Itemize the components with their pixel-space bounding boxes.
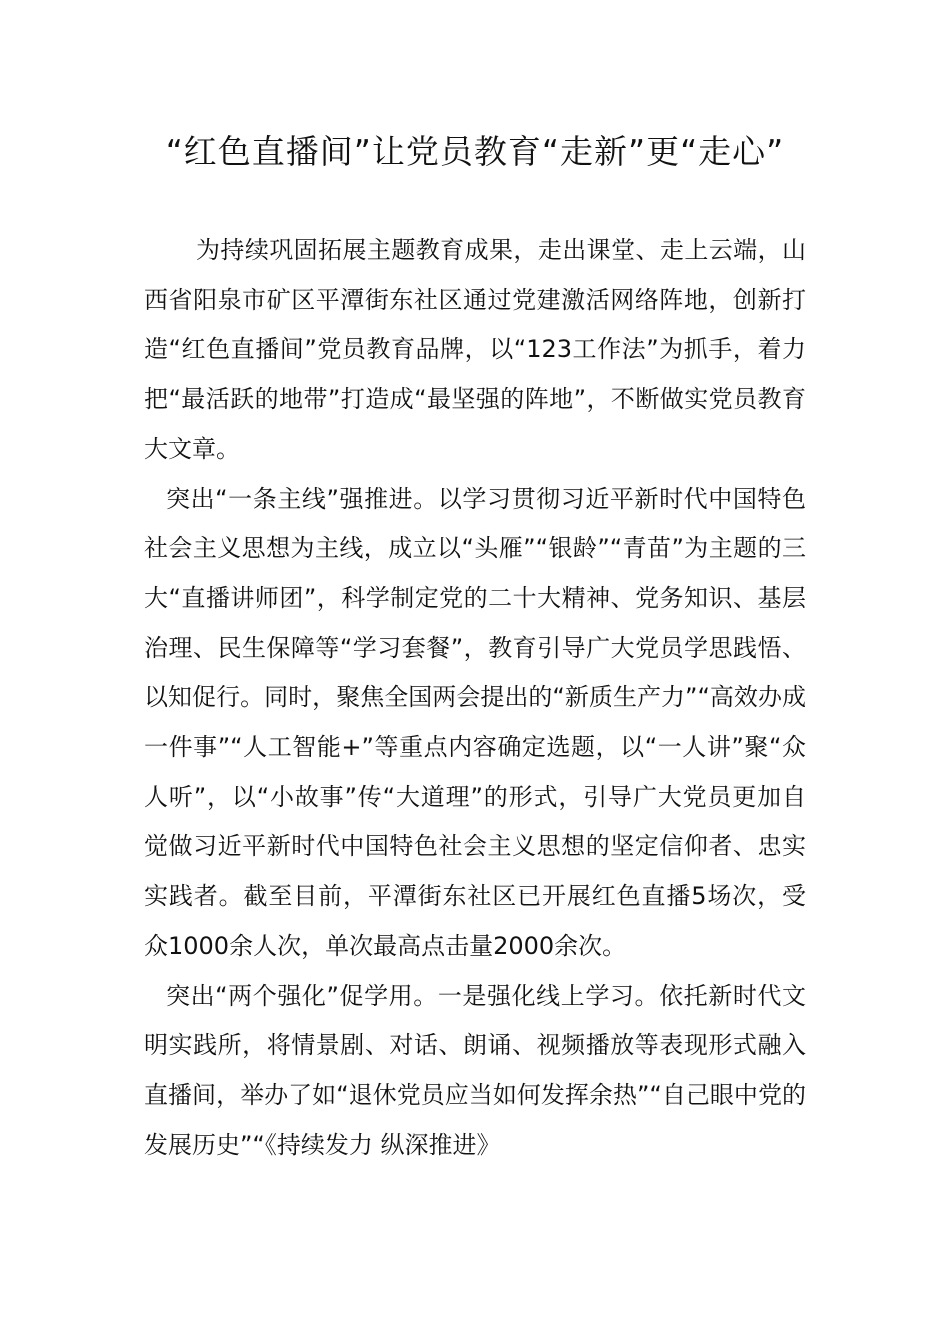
- article-body: [144, 226, 806, 1170]
- paragraph-two-strengthen: 突出“两个强化”促学用。一是强化线上学习。依托新时代文明实践所，将情景剧、对话、朗诵、视频播放等表现形式融入直播间，举办了如“退休党员应当如何发挥余热”“自己眼中党的发展历史”“《持续发力 纵深推进》: [144, 981, 806, 1159]
- paragraph-intro: 为持续巩固拓展主题教育成果，走出课堂、走上云端，山西省阳泉市矿区平潭街东社区通过党建激活网络阵地，创新打造“红色直播间”党员教育品牌，以“123工作法”为抓手，着力把“最活跃的地带”打造成“最坚强的阵地”，不断做实党员教育大文章。: [144, 236, 806, 463]
- page-title: “红色直播间”让党员教育“走新”更“走心”: [165, 132, 785, 171]
- paragraph-one-main-line: 突出“一条主线”强推进。以学习贯彻习近平新时代中国特色社会主义思想为主线，成立以“头雁”“银龄”“青苗”为主题的三大“直播讲师团”，科学制定党的二十大精神、党务知识、基层治理、民生保障等“学习套餐”，教育引导广大党员学思践悟、以知促行。同时，聚焦全国两会提出的“新质生产力”“高效办成一件事”“人工智能+”等重点内容确定选题，以“一人讲”聚“众人听”，以“小故事”传“大道理”的形式，引导广大党员更加自觉做习近平新时代中国特色社会主义思想的坚定信仰者、忠实实践者。截至目前，平潭街东社区已开展红色直播5场次，受众1000余人次，单次最高点击量2000余次。: [144, 484, 806, 960]
